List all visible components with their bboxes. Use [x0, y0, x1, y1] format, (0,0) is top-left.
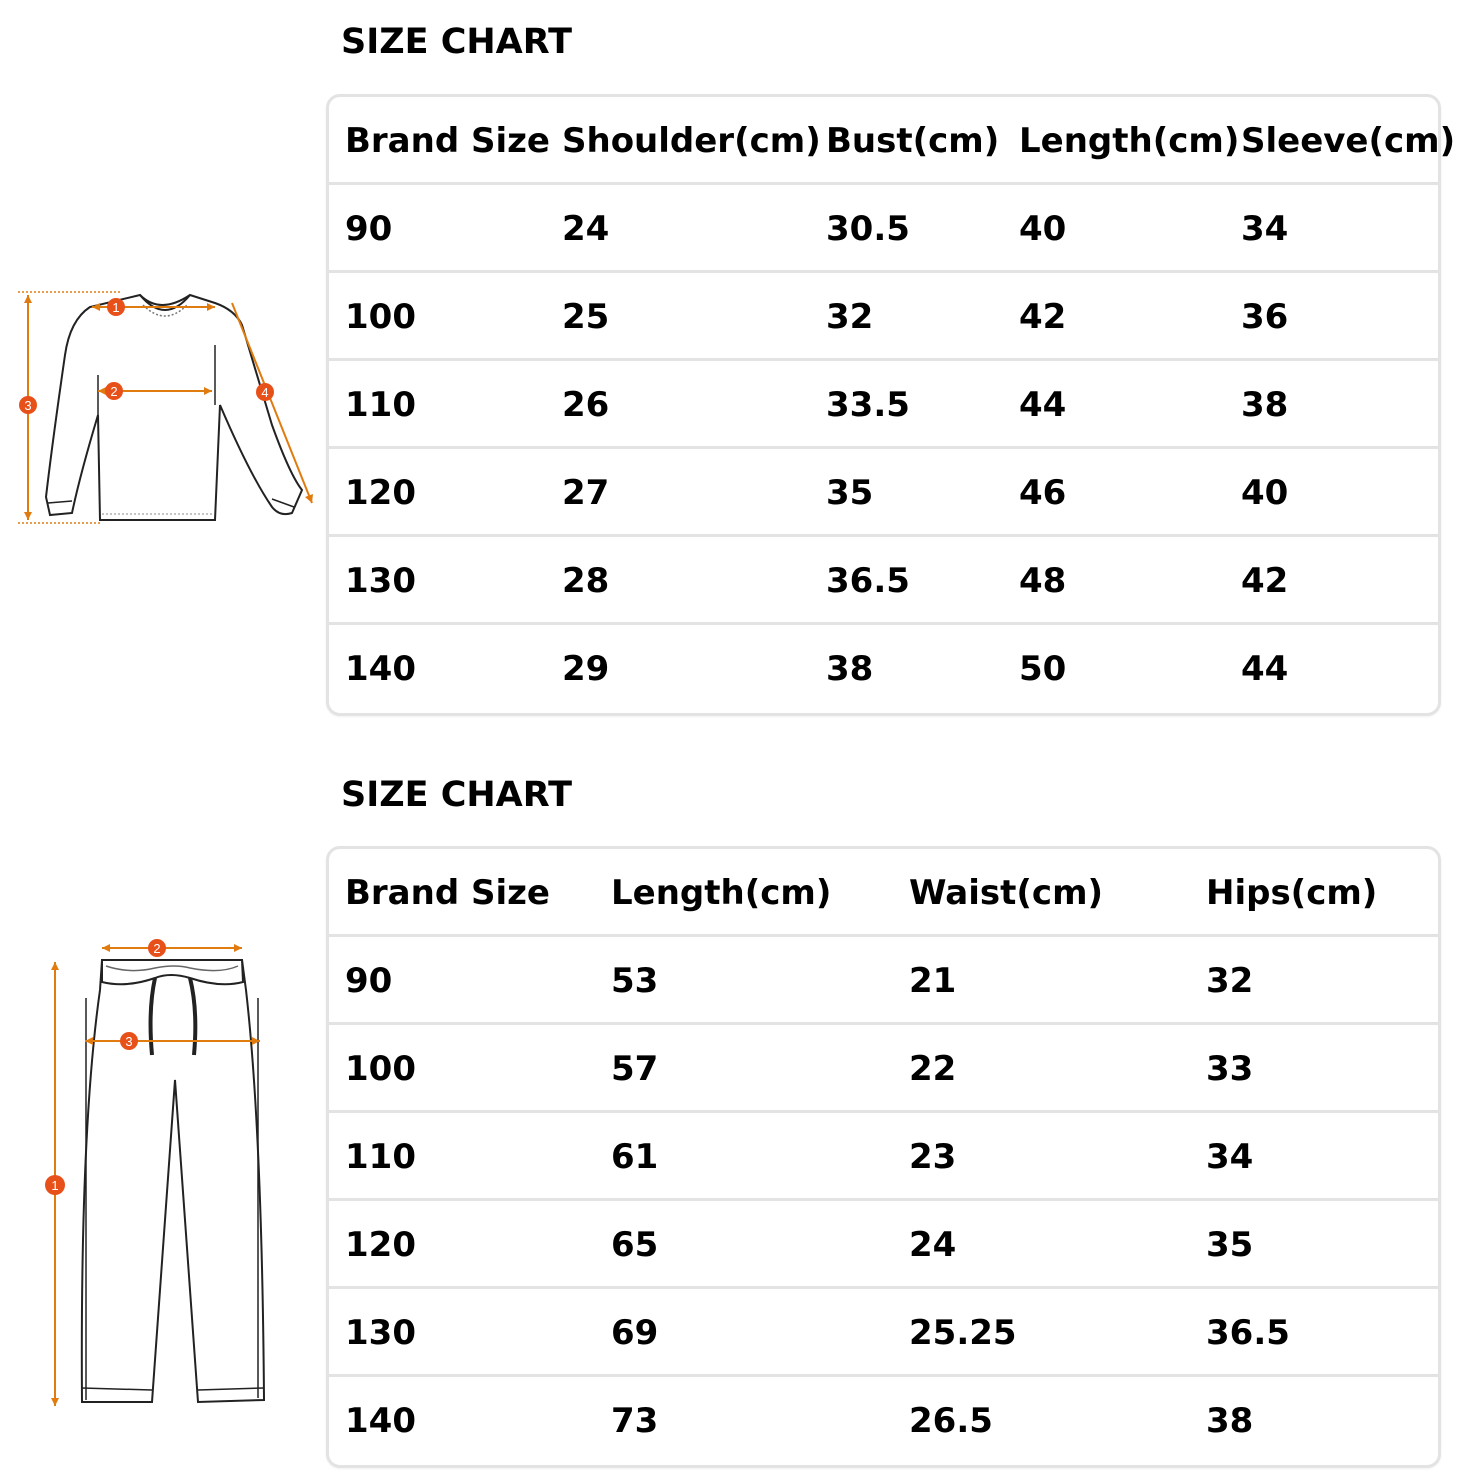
table-cell: 130 — [345, 561, 416, 601]
table-cell: 110 — [345, 385, 416, 425]
table-cell: 30.5 — [826, 209, 910, 249]
table-cell: 33.5 — [826, 385, 910, 425]
header-brand-size: Brand Size — [345, 121, 550, 161]
shirt-marker-4-label: 4 — [261, 385, 269, 400]
table-row — [329, 1025, 1438, 1113]
table-row — [329, 625, 1438, 713]
table-cell: 100 — [345, 1049, 416, 1089]
bottom-chart-title: SIZE CHART — [341, 775, 573, 815]
table-cell: 36.5 — [1206, 1313, 1290, 1353]
header-waist: Waist(cm) — [909, 873, 1104, 913]
table-cell: 46 — [1019, 473, 1067, 513]
table-row — [329, 185, 1438, 273]
table-cell: 120 — [345, 473, 416, 513]
table-cell: 130 — [345, 1313, 416, 1353]
table-cell: 38 — [1206, 1401, 1254, 1441]
table-cell: 25 — [562, 297, 610, 337]
pants-diagram-icon — [30, 930, 290, 1420]
table-cell: 140 — [345, 1401, 416, 1441]
table-cell: 26.5 — [909, 1401, 993, 1441]
table-row — [329, 937, 1438, 1025]
table-cell: 90 — [345, 209, 393, 249]
table-cell: 140 — [345, 649, 416, 689]
table-cell: 24 — [562, 209, 610, 249]
table-cell: 34 — [1241, 209, 1289, 249]
table-row — [329, 537, 1438, 625]
table-cell: 90 — [345, 961, 393, 1001]
table-cell: 42 — [1241, 561, 1289, 601]
table-cell: 33 — [1206, 1049, 1254, 1089]
table-cell: 65 — [611, 1225, 659, 1265]
header-length: Length(cm) — [611, 873, 832, 913]
shirt-marker-1-label: 1 — [112, 300, 120, 315]
table-cell: 120 — [345, 1225, 416, 1265]
table-cell: 21 — [909, 961, 957, 1001]
header-bust: Bust(cm) — [826, 121, 1000, 161]
table-cell: 38 — [826, 649, 874, 689]
table-cell: 35 — [1206, 1225, 1254, 1265]
header-hips: Hips(cm) — [1206, 873, 1378, 913]
table-cell: 100 — [345, 297, 416, 337]
table-cell: 35 — [826, 473, 874, 513]
table-cell: 22 — [909, 1049, 957, 1089]
top-chart-title: SIZE CHART — [341, 22, 573, 62]
header-brand-size: Brand Size — [345, 873, 550, 913]
table-cell: 28 — [562, 561, 610, 601]
table-row — [329, 1113, 1438, 1201]
header-sleeve: Sleeve(cm) — [1241, 121, 1456, 161]
top-size-table — [326, 94, 1456, 716]
table-row — [329, 449, 1438, 537]
shirt-marker-2-label: 2 — [110, 384, 118, 399]
table-cell: 25.25 — [909, 1313, 1017, 1353]
table-cell: 61 — [611, 1137, 659, 1177]
table-row — [329, 361, 1438, 449]
table-cell: 44 — [1241, 649, 1289, 689]
table-cell: 38 — [1241, 385, 1289, 425]
table-cell: 53 — [611, 961, 659, 1001]
table-cell: 42 — [1019, 297, 1067, 337]
table-cell: 27 — [562, 473, 610, 513]
table-cell: 48 — [1019, 561, 1067, 601]
table-cell: 69 — [611, 1313, 659, 1353]
table-cell: 73 — [611, 1401, 659, 1441]
table-cell: 34 — [1206, 1137, 1254, 1177]
pants-marker-2-label: 2 — [153, 941, 161, 956]
table-cell: 24 — [909, 1225, 957, 1265]
table-cell: 40 — [1241, 473, 1289, 513]
shirt-diagram-icon — [10, 285, 320, 535]
table-row — [329, 1377, 1438, 1465]
table-row — [329, 273, 1438, 361]
table-cell: 23 — [909, 1137, 957, 1177]
table-cell: 32 — [826, 297, 874, 337]
table-cell: 32 — [1206, 961, 1254, 1001]
pants-marker-3-label: 3 — [125, 1034, 133, 1049]
table-row — [329, 1201, 1438, 1289]
table-header-row — [329, 849, 1438, 937]
table-cell: 57 — [611, 1049, 659, 1089]
table-cell: 40 — [1019, 209, 1067, 249]
shirt-marker-3-label: 3 — [24, 398, 32, 413]
table-cell: 110 — [345, 1137, 416, 1177]
table-cell: 29 — [562, 649, 610, 689]
table-cell: 36.5 — [826, 561, 910, 601]
table-cell: 50 — [1019, 649, 1067, 689]
table-cell: 26 — [562, 385, 610, 425]
table-row — [329, 1289, 1438, 1377]
table-cell: 44 — [1019, 385, 1067, 425]
pants-marker-1-label: 1 — [51, 1178, 59, 1193]
table-header-row — [329, 97, 1456, 185]
table-cell: 36 — [1241, 297, 1289, 337]
bottom-size-table — [326, 846, 1441, 1468]
header-length: Length(cm) — [1019, 121, 1240, 161]
header-shoulder: Shoulder(cm) — [562, 121, 821, 161]
